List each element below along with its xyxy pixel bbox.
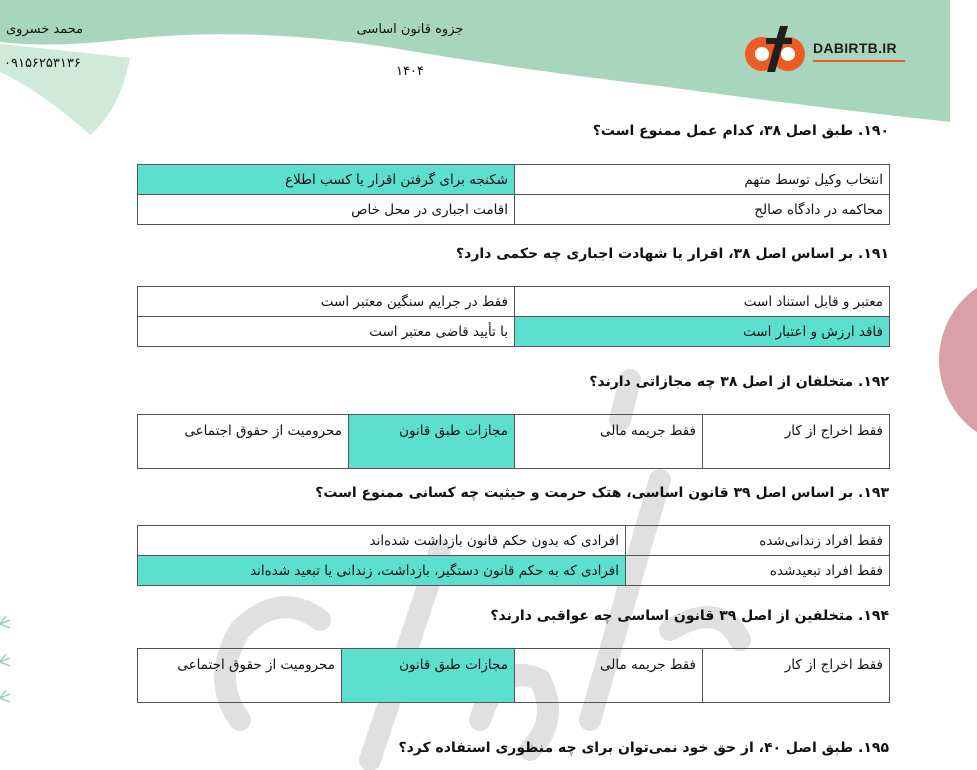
question-192: ۱۹۲. متخلفان از اصل ۳۸ چه مجازاتی دارند؟ [589, 374, 889, 390]
option-194-1[interactable]: فقط اخراج از کار [703, 649, 890, 703]
option-194-4[interactable]: محرومیت از حقوق اجتماعی [138, 649, 342, 703]
option-190-1[interactable]: انتخاب وکیل توسط متهم [515, 165, 890, 195]
option-191-4[interactable]: با تأیید قاضی معتبر است [138, 317, 515, 347]
option-191-3-correct[interactable]: فاقد ارزش و اعتبار است [515, 317, 890, 347]
table-row [138, 317, 890, 347]
site-logo[interactable] [740, 24, 910, 74]
left-leaf-decoration [0, 612, 16, 712]
table-row [138, 649, 890, 703]
option-194-2[interactable]: فقط جریمه مالی [515, 649, 703, 703]
options-table-190 [137, 164, 890, 225]
options-table-193 [137, 525, 890, 586]
side-pink-circle [937, 270, 977, 450]
option-192-2[interactable]: فقط جریمه مالی [515, 415, 703, 469]
options-table-191 [137, 286, 890, 347]
option-193-1[interactable]: فقط افراد زندانی‌شده [626, 526, 890, 556]
table-row [138, 287, 890, 317]
option-190-2-correct[interactable]: شکنجه برای گرفتن اقرار یا کسب اطلاع [138, 165, 515, 195]
table-row [138, 415, 890, 469]
option-191-2[interactable]: فقط در جرایم سنگین معتبر است [138, 287, 515, 317]
options-table-194 [137, 648, 890, 703]
option-192-4[interactable]: محرومیت از حقوق اجتماعی [138, 415, 349, 469]
option-193-3[interactable]: فقط افراد تبعیدشده [626, 556, 890, 586]
question-191: ۱۹۱. بر اساس اصل ۳۸، اقرار یا شهادت اجباری چه حکمی دارد؟ [456, 246, 889, 262]
question-190: ۱۹۰. طبق اصل ۳۸، کدام عمل ممنوع است؟ [592, 123, 889, 139]
option-192-3-correct[interactable]: مجازات طبق قانون [349, 415, 515, 469]
option-191-1[interactable]: معتبر و قابل استناد است [515, 287, 890, 317]
booklet-title: جزوه قانون اساسی [356, 22, 464, 37]
option-190-3[interactable]: محاکمه در دادگاه صالح [515, 195, 890, 225]
question-193: ۱۹۳. بر اساس اصل ۳۹ قانون اساسی، هتک حرمت و حیثیت چه کسانی ممنوع است؟ [315, 485, 889, 501]
table-row [138, 556, 890, 586]
author-phone: ۰۹۱۵۶۲۵۳۱۳۶ [4, 56, 81, 71]
author-name: محمد خسروی [6, 22, 84, 37]
option-192-1[interactable]: فقط اخراج از کار [703, 415, 890, 469]
option-194-3-correct[interactable]: مجازات طبق قانون [342, 649, 515, 703]
option-190-4[interactable]: اقامت اجباری در محل خاص [138, 195, 515, 225]
question-194: ۱۹۴. متخلفین از اصل ۳۹ قانون اساسی چه عواقبی دارند؟ [490, 608, 889, 624]
logo-underline [813, 60, 905, 62]
option-193-4-correct[interactable]: افرادی که به حکم قانون دستگیر، بازداشت، زندانی یا تبعید شده‌اند [138, 556, 626, 586]
logo-text: DABIRTB.IR [813, 40, 897, 56]
question-195: ۱۹۵. طبق اصل ۴۰، از حق خود نمی‌توان برای چه منظوری استفاده کرد؟ [398, 740, 889, 756]
table-row [138, 526, 890, 556]
table-row [138, 195, 890, 225]
booklet-year: ۱۴۰۴ [396, 64, 424, 79]
logo-mark-icon [740, 24, 808, 74]
table-row [138, 165, 890, 195]
options-table-192 [137, 414, 890, 469]
option-193-2[interactable]: افرادی که بدون حکم قانون بازداشت شده‌اند [138, 526, 626, 556]
